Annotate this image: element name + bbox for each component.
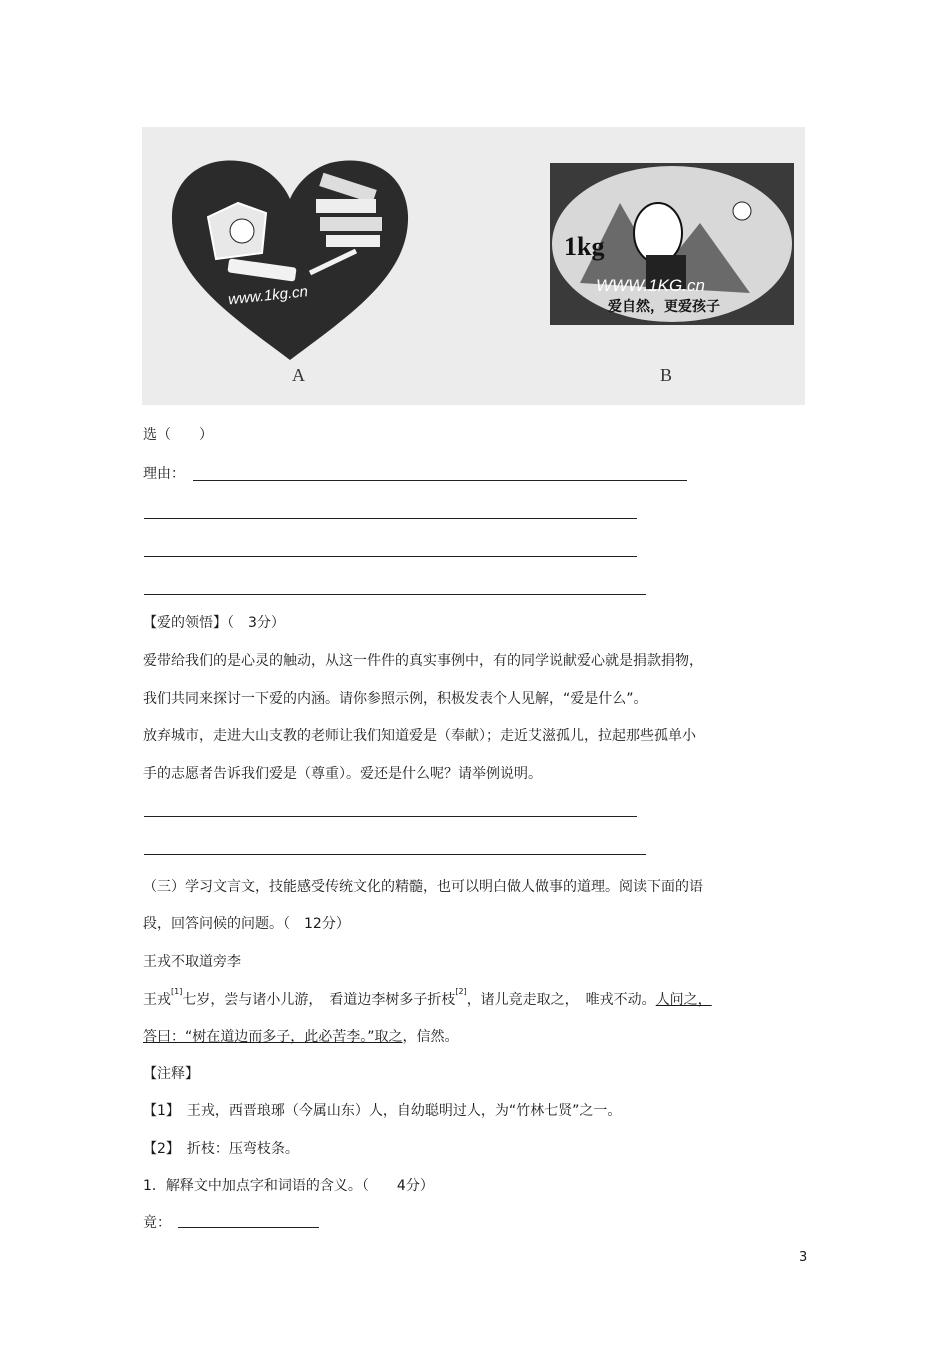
question-1: 1．解释文中加点字和词语的含义。（ 4分） [143,1178,434,1194]
answer-line[interactable] [144,556,637,557]
notes-heading: 【注释】 [143,1066,199,1082]
figure-label-b: B [660,365,673,385]
answer-line[interactable] [144,518,637,519]
passage-line-2: 答曰：“树在道边而多子，此必苦李。”取之，信然。 [143,1029,459,1045]
note-1: 【1】 王戎，西晋琅琊（今属山东）人，自幼聪明过人，为“竹林七贤”之一。 [143,1103,622,1119]
answer-line[interactable] [144,594,646,595]
page-number: 3 [799,1250,808,1265]
classical-intro-1: （三）学习文言文，技能感受传统文化的精髓，也可以明白做人做事的道理。阅读下面的语 [143,879,703,895]
sun-icon [733,202,751,220]
heart-illustration-a [170,155,410,365]
slogan-text: 爱自然，更爱孩子 [608,299,720,315]
love-paragraph-4: 手的志愿者告诉我们爱是（尊重）。爱还是什么呢？请举例说明。 [143,766,542,782]
question-1-item: 竟： [143,1215,171,1231]
passage-line-1: 王戎[1]七岁，尝与诸小儿游， 看道边李树多子折枝[2]，诸儿竞走取之， 唯戎不动。人问之， [143,987,712,1008]
note-2: 【2】 折枝：压弯枝条。 [143,1141,299,1157]
heart-url-text: www.1kg.cn [227,283,309,309]
classical-intro-2: 段，回答问候的问题。（ 12分） [143,916,350,932]
illustration-figure [142,127,805,405]
answer-line[interactable] [178,1227,319,1228]
oval-url-text: WWW.1KG.cn [596,276,705,295]
cat-icon [230,219,254,243]
love-heading: 【爱的领悟】（ 3分） [143,615,285,631]
answer-line[interactable] [144,854,646,855]
love-paragraph-2: 我们共同来探讨一下爱的内涵。请你参照示例，积极发表个人见解，“爱是什么”。 [143,691,648,707]
love-paragraph-3: 放弃城市，走进大山支教的老师让我们知道爱是（奉献）；走近艾滋孤儿，拉起那些孤单小 [143,728,696,744]
select-prompt: 选（ ） [143,427,213,443]
underlined-sentence: 人问之， [655,992,712,1008]
note-mark-2: [2] [455,987,467,997]
oval-illustration-b [550,163,794,325]
figure-label-a: A [292,365,305,385]
weight-label: 1kg [564,232,605,261]
love-paragraph-1: 爱带给我们的是心灵的触动，从这一件件的真实事例中，有的同学说献爱心就是捐款捐物， [143,653,703,669]
answer-line[interactable] [193,480,687,481]
answer-line[interactable] [144,816,637,817]
reason-label: 理由： [143,466,185,482]
note-mark-1: [1] [171,987,183,997]
underlined-sentence: 答曰：“树在道边而多子，此必苦李。”取之 [143,1029,403,1045]
passage-title: 王戎不取道旁李 [143,954,241,970]
